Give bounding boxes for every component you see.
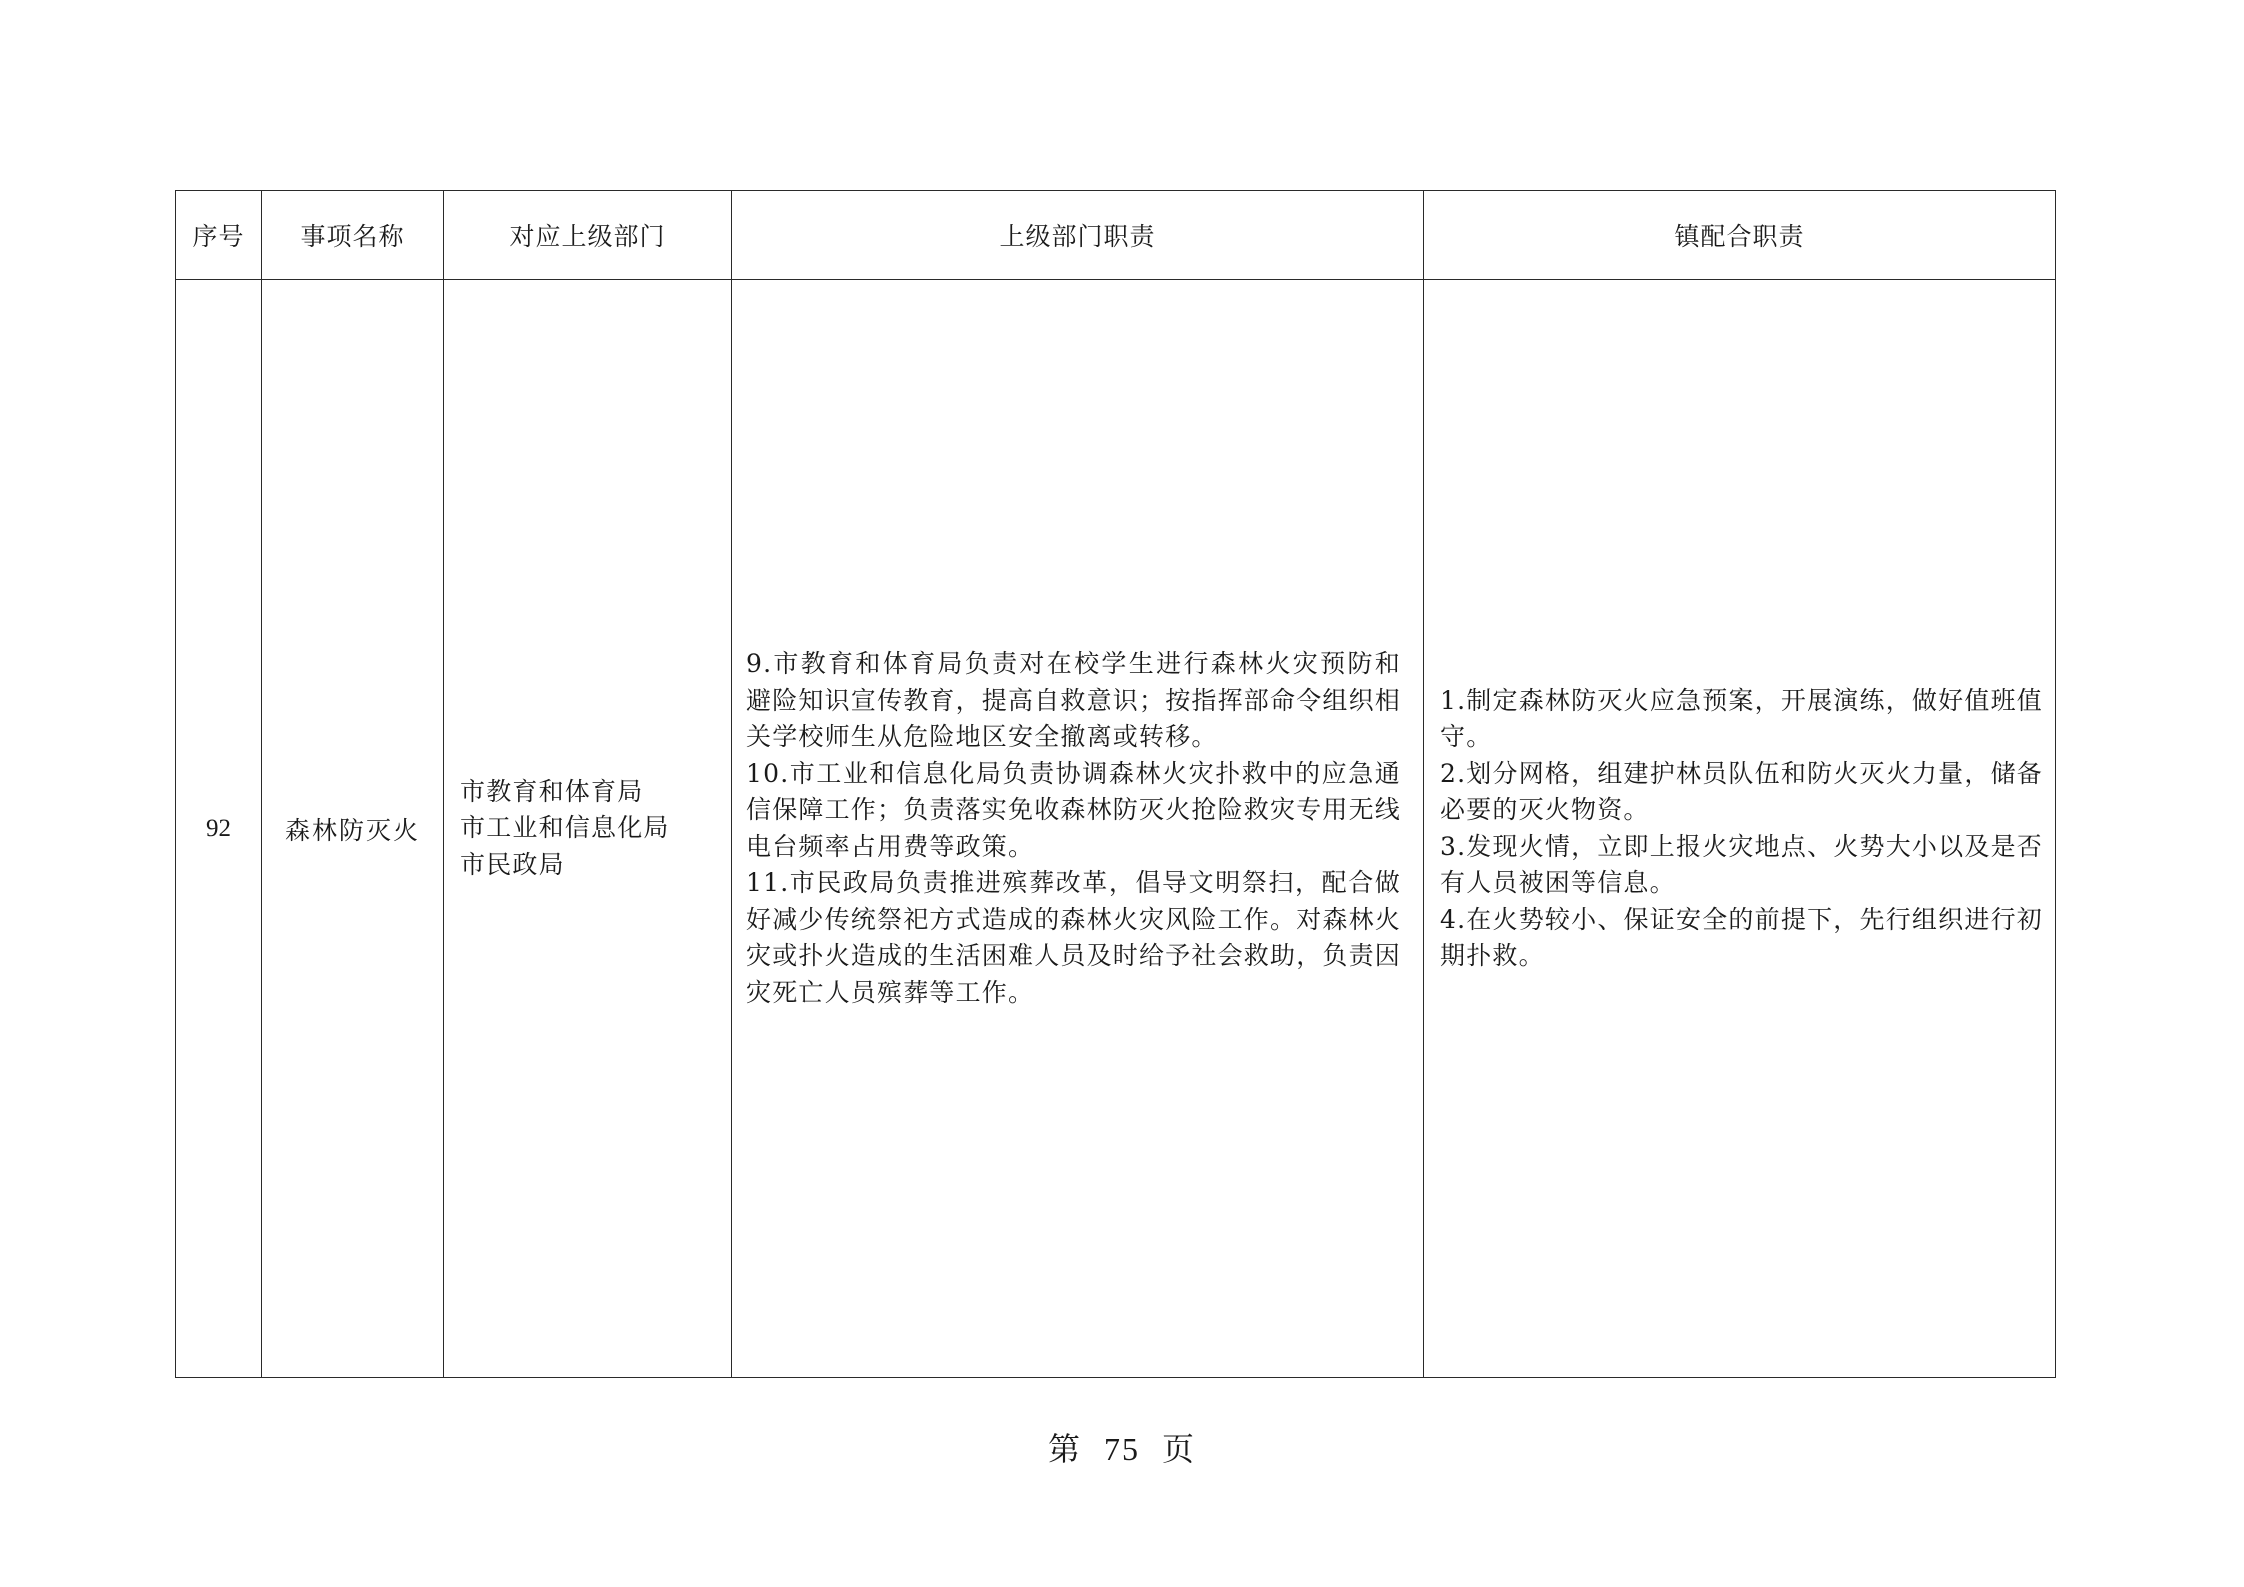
department-line: 市民政局 <box>460 849 565 879</box>
duty-table <box>175 190 2056 1378</box>
table-header-row <box>176 191 2056 280</box>
page-suffix: 页 <box>1162 1431 1197 1467</box>
cell-departments <box>444 280 732 1378</box>
page-footer <box>0 1424 2244 1470</box>
department-line: 市工业和信息化局 <box>460 813 670 843</box>
cell-item-name: 森林防灭火 <box>262 280 444 1378</box>
page-number: 75 <box>1104 1431 1140 1467</box>
upper-duty-paragraph: 11.市民政局负责推进殡葬改革，倡导文明祭扫，配合做好减少传统祭祀方式造成的森林火灾风险工作。对森林火灾或扑火造成的生活困难人员及时给予社会救助，负责因灾死亡人员殡葬等工作。 <box>746 868 1402 1007</box>
town-duty-paragraph: 4.在火势较小、保证安全的前提下，先行组织进行初期扑救。 <box>1440 904 2043 970</box>
header-seq: 序号 <box>176 191 262 280</box>
upper-duty-paragraph: 10.市工业和信息化局负责协调森林火灾扑救中的应急通信保障工作；负责落实免收森林防灭火抢险救灾专用无线电台频率占用费等政策。 <box>746 758 1402 861</box>
cell-seq: 92 <box>176 280 262 1378</box>
town-duty-paragraph: 1.制定森林防灭火应急预案，开展演练，做好值班值守。 <box>1440 685 2043 751</box>
town-duty-paragraph: 3.发现火情，立即上报火灾地点、火势大小以及是否有人员被困等信息。 <box>1440 831 2043 897</box>
header-item-name: 事项名称 <box>262 191 444 280</box>
page-prefix: 第 <box>1047 1431 1082 1467</box>
header-town-duties: 镇配合职责 <box>1424 191 2056 280</box>
table-row <box>176 280 2056 1378</box>
upper-duty-paragraph: 9.市教育和体育局负责对在校学生进行森林火灾预防和避险知识宣传教育，提高自救意识；按指挥部命令组织相关学校师生从危险地区安全撤离或转移。 <box>746 649 1402 751</box>
cell-town-duties <box>1424 280 2056 1378</box>
header-upper-department: 对应上级部门 <box>444 191 732 280</box>
cell-upper-duties <box>732 280 1424 1378</box>
department-line: 市教育和体育局 <box>460 776 644 806</box>
town-duty-paragraph: 2.划分网格，组建护林员队伍和防火灭火力量，储备必要的灭火物资。 <box>1440 758 2043 824</box>
header-upper-duties: 上级部门职责 <box>732 191 1424 280</box>
duty-table-container <box>175 190 2055 1378</box>
